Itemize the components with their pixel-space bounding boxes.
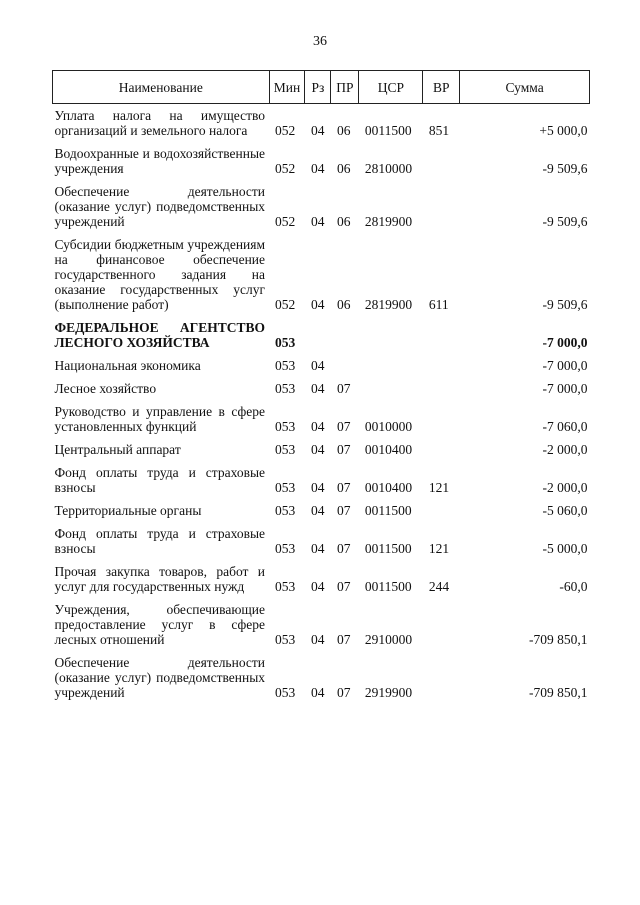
row-min: 053: [275, 503, 296, 518]
row-name: Уплата налога на имущество организаций и земельного налога: [54, 108, 266, 138]
row-pr: 07: [336, 579, 351, 594]
table-body: [53, 104, 590, 705]
row-rz: 04: [310, 381, 325, 396]
row-csr: 0011500: [364, 123, 412, 138]
row-csr: 2910000: [364, 632, 413, 647]
row-rz: 04: [310, 358, 325, 373]
header-row: [53, 71, 590, 104]
row-vr: 851: [428, 123, 450, 138]
row-pr: 07: [336, 503, 351, 518]
row-sum: -2 000,0: [542, 442, 588, 457]
row-name: Водоохранные и водохозяйственные учреждения: [54, 146, 266, 176]
row-vr: [423, 377, 460, 400]
row-rz: 04: [310, 503, 325, 518]
row-vr: 244: [428, 579, 450, 594]
row-name: Фонд оплаты труда и страховые взносы: [54, 526, 266, 556]
row-pr: [331, 316, 359, 354]
row-vr: 121: [428, 480, 450, 495]
row-vr: [423, 180, 460, 233]
row-name: Лесное хозяйство: [54, 381, 157, 396]
header-rz: Рз: [305, 71, 331, 104]
row-pr: 07: [336, 632, 351, 647]
row-sum: -7 000,0: [542, 381, 588, 396]
row-rz: 04: [310, 632, 325, 647]
row-sum: -709 850,1: [529, 632, 588, 647]
header-min: Мин: [269, 71, 305, 104]
row-min: 053: [275, 381, 296, 396]
row-vr: [423, 651, 460, 704]
table-row: [53, 438, 590, 461]
header-vr: ВР: [423, 71, 460, 104]
row-sum: -9 509,6: [542, 161, 588, 176]
row-min: 052: [275, 123, 296, 138]
header-name: Наименование: [53, 71, 270, 104]
row-name: Учреждения, обеспечивающие предоставление услуг в сфере лесных отношений: [54, 602, 266, 647]
row-vr: 611: [428, 297, 449, 312]
header-sum: Сумма: [460, 71, 590, 104]
row-rz: 04: [310, 161, 325, 176]
table-row: [53, 461, 590, 499]
table-row: [53, 377, 590, 400]
table-row: [53, 598, 590, 651]
row-pr: [331, 354, 359, 377]
row-pr: 07: [336, 480, 351, 495]
table-row: [53, 400, 590, 438]
row-pr: 07: [336, 381, 351, 396]
row-sum: -7 000,0: [542, 358, 588, 373]
row-csr: 0010000: [364, 419, 413, 434]
row-name: Субсидии бюджетным учреждениям на финансовое обеспечение государственного задания на оказание государственных услуг (выполнение работ): [54, 237, 266, 312]
row-csr: 2819900: [364, 214, 413, 229]
row-min: 053: [275, 632, 296, 647]
row-pr: 06: [336, 161, 351, 176]
header-csr: ЦСР: [359, 71, 423, 104]
row-vr: [423, 316, 460, 354]
row-min: 053: [275, 579, 296, 594]
row-pr: 06: [336, 214, 351, 229]
row-csr: 0011500: [364, 503, 412, 518]
row-csr: 0010400: [364, 442, 413, 457]
row-csr: 0010400: [364, 480, 413, 495]
row-pr: 06: [336, 123, 351, 138]
table-row: [53, 354, 590, 377]
page-number: 36: [313, 34, 327, 49]
row-sum: -9 509,6: [542, 214, 588, 229]
row-rz: [305, 316, 331, 354]
budget-table: [52, 70, 590, 704]
row-pr: 07: [336, 419, 351, 434]
table-row: [53, 522, 590, 560]
table-row: [53, 560, 590, 598]
row-sum: -9 509,6: [542, 297, 588, 312]
row-csr: [359, 377, 423, 400]
row-min: 053: [275, 358, 296, 373]
row-vr: [423, 142, 460, 180]
row-rz: 04: [310, 442, 325, 457]
row-pr: 07: [336, 685, 351, 700]
row-name: Обеспечение деятельности (оказание услуг) подведомственных учреждений: [54, 655, 266, 700]
row-min: 053: [275, 685, 296, 700]
row-sum: -7 000,0: [542, 335, 588, 350]
row-rz: 04: [310, 214, 325, 229]
row-vr: [423, 354, 460, 377]
row-sum: -709 850,1: [529, 685, 588, 700]
row-vr: [423, 598, 460, 651]
row-csr: 2819900: [364, 297, 413, 312]
row-name: Обеспечение деятельности (оказание услуг) подведомственных учреждений: [54, 184, 266, 229]
table-row: [53, 233, 590, 316]
row-name: Фонд оплаты труда и страховые взносы: [54, 465, 266, 495]
row-min: 052: [275, 297, 296, 312]
row-pr: 07: [336, 442, 351, 457]
row-sum: -7 060,0: [542, 419, 588, 434]
row-rz: 04: [310, 579, 325, 594]
row-rz: 04: [310, 419, 325, 434]
row-vr: [423, 400, 460, 438]
row-name: ФЕДЕРАЛЬНОЕ АГЕНТСТВО ЛЕСНОГО ХОЗЯЙСТВА: [54, 320, 266, 350]
row-min: 053: [275, 480, 296, 495]
table-row: [53, 316, 590, 354]
row-csr: [359, 354, 423, 377]
row-rz: 04: [310, 685, 325, 700]
row-csr: 2810000: [364, 161, 413, 176]
row-sum: +5 000,0: [539, 123, 588, 138]
row-name: Национальная экономика: [54, 358, 201, 373]
row-rz: 04: [310, 541, 325, 556]
row-min: 053: [275, 335, 296, 350]
row-vr: [423, 499, 460, 522]
table-row: [53, 180, 590, 233]
table-row: [53, 142, 590, 180]
row-csr: [359, 316, 423, 354]
row-min: 053: [275, 419, 296, 434]
row-min: 052: [275, 214, 296, 229]
row-min: 053: [275, 442, 296, 457]
table-row: [53, 499, 590, 522]
row-name: Центральный аппарат: [54, 442, 181, 457]
row-vr: [423, 438, 460, 461]
row-min: 052: [275, 161, 296, 176]
row-rz: 04: [310, 123, 325, 138]
row-name: Территориальные органы: [54, 503, 202, 518]
row-csr: 0011500: [364, 579, 412, 594]
row-name: Прочая закупка товаров, работ и услуг для государственных нужд: [54, 564, 266, 594]
row-csr: 2919900: [364, 685, 413, 700]
row-csr: 0011500: [364, 541, 412, 556]
row-sum: -2 000,0: [542, 480, 588, 495]
row-sum: -5 060,0: [542, 503, 588, 518]
row-vr: 121: [428, 541, 450, 556]
row-pr: 06: [336, 297, 351, 312]
table-header: [53, 71, 590, 104]
row-name: Руководство и управление в сфере установленных функций: [54, 404, 266, 434]
row-pr: 07: [336, 541, 351, 556]
header-pr: ПР: [331, 71, 359, 104]
table-row: [53, 104, 590, 143]
row-rz: 04: [310, 480, 325, 495]
row-rz: 04: [310, 297, 325, 312]
row-sum: -60,0: [559, 579, 588, 594]
row-sum: -5 000,0: [542, 541, 588, 556]
table-row: [53, 651, 590, 704]
row-min: 053: [275, 541, 296, 556]
